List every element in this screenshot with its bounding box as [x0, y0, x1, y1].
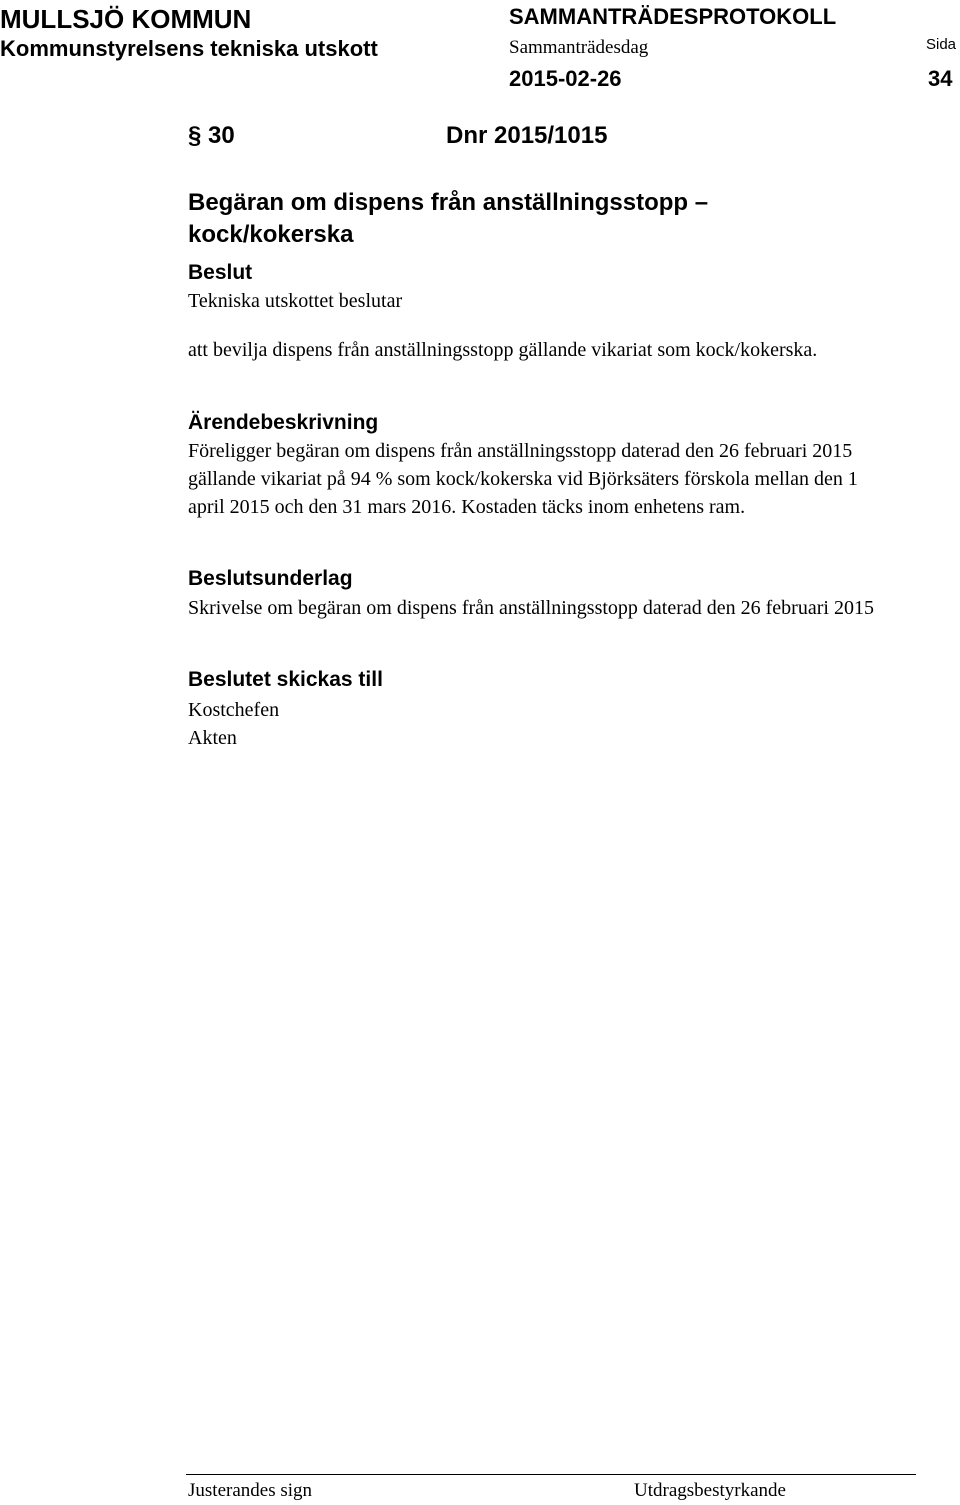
meeting-date-label: Sammanträdesdag — [509, 37, 649, 58]
basis-heading: Beslutsunderlag — [188, 567, 353, 590]
recipient-item: Kostchefen — [188, 699, 280, 721]
footer-divider — [186, 1474, 916, 1475]
adjuster-signature-label: Justerandes sign — [188, 1480, 313, 1501]
meeting-date: 2015-02-26 — [509, 66, 622, 91]
description-heading: Ärendebeskrivning — [188, 411, 379, 434]
committee-name: Kommunstyrelsens tekniska utskott — [0, 36, 378, 61]
decision-heading: Beslut — [188, 261, 253, 284]
extract-certification-label: Utdragsbestyrkande — [634, 1480, 786, 1501]
section-number: § 30 — [188, 122, 235, 149]
page-label: Sida — [926, 36, 957, 53]
diary-number: Dnr 2015/1015 — [446, 122, 608, 149]
protocol-title: SAMMANTRÄDESPROTOKOLL — [509, 4, 837, 29]
send-to-list — [188, 696, 908, 752]
recipient-item: Akten — [188, 727, 237, 749]
municipality-name: MULLSJÖ KOMMUN — [0, 4, 252, 34]
matter-title: Begäran om dispens från anställningsstopp – kock/kokerska — [188, 189, 709, 248]
description-text: Föreligger begäran om dispens från anställningsstopp daterad den 26 februari 2015 gällande vikariat på 94 % som kock/kokerska vid Björksäters förskola mellan den 1 april 2015 och den 31 mars 2016. Kostaden täcks inom enhetens ram. — [188, 440, 858, 518]
section-line — [188, 122, 608, 150]
decision-intro: Tekniska utskottet beslutar — [188, 290, 403, 312]
decision-text: att bevilja dispens från anställningsstopp gällande vikariat som kock/kokerska. — [188, 339, 818, 361]
basis-text: Skrivelse om begäran om dispens från anställningsstopp daterad den 26 februari 2015 — [188, 597, 874, 619]
send-to-heading: Beslutet skickas till — [188, 668, 383, 691]
page-number: 34 — [928, 66, 953, 91]
